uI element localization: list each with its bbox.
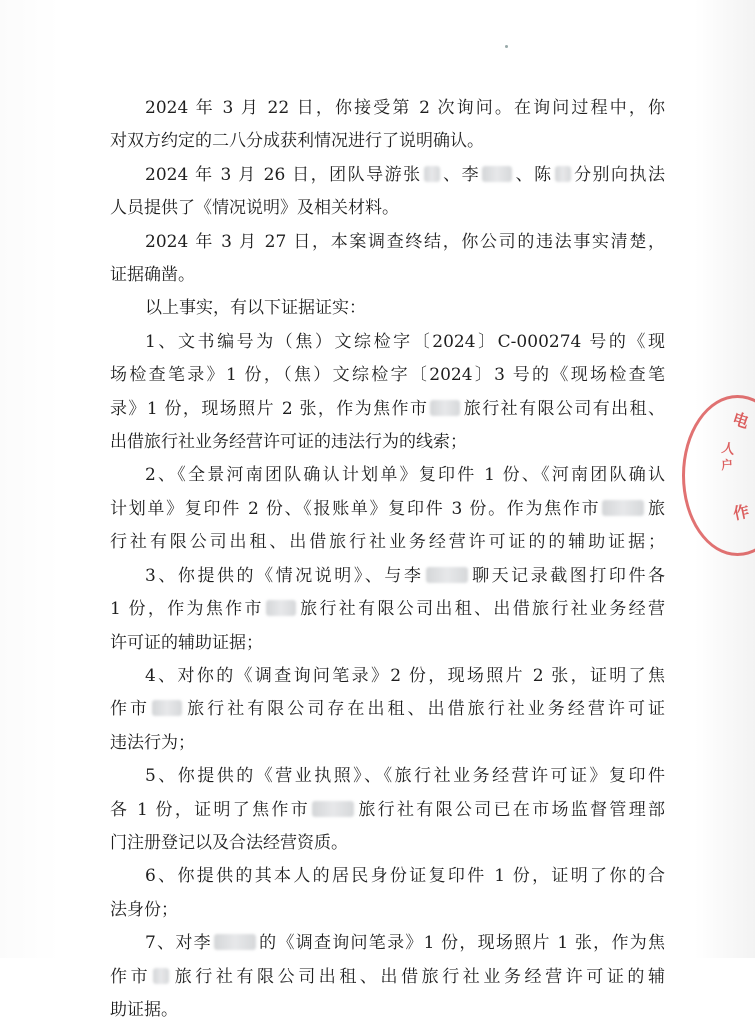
seal-fragment: 人 (720, 440, 736, 458)
text-line: 法身份； (110, 899, 178, 920)
text-line: 计划单》复印件 2 份、《报账单》复印件 3 份。作为焦作市 旅 (110, 498, 666, 519)
text-line: 6、你提供的其本人的居民身份证复印件 1 份，证明了你的合 (145, 866, 665, 887)
redacted-name (426, 567, 468, 583)
redacted-name (153, 968, 169, 984)
redacted-name (312, 801, 354, 817)
text-line: 录》1 份，现场照片 2 张，作为焦作市 旅行社有限公司有出租、 (110, 398, 666, 419)
text-line: 许可证的辅助证据； (110, 632, 263, 653)
redacted-name (602, 500, 644, 516)
text-line: 出借旅行社业务经营许可证的违法行为的线索； (110, 432, 467, 453)
redacted-name (555, 166, 571, 182)
text-line: 作市 旅行社有限公司出租、出借旅行社业务经营许可证的辅 (110, 966, 666, 987)
redacted-name (214, 934, 256, 950)
text-line: 3、你提供的《情况说明》、与李 聊天记录截图打印件各 (145, 565, 665, 586)
text-line: 2024 年 3 月 22 日，你接受第 2 次询问。在询问过程中，你 (145, 98, 665, 118)
text-line: 以上事实，有以下证据证实： (145, 298, 366, 319)
seal-fragment: 作 (731, 501, 752, 524)
text-line: 作市 旅行社有限公司存在出租、出借旅行社业务经营许可证 (110, 699, 666, 720)
text-line: 2、《全景河南团队确认计划单》复印件 1 份、《河南团队确认 (145, 465, 665, 486)
redacted-name (152, 700, 182, 716)
seal-fragment: 电 (730, 408, 752, 432)
text-line: 7、对李 的《调查询问笔录》1 份，现场照片 1 张，作为焦 (145, 933, 665, 954)
redacted-name (482, 166, 512, 182)
redacted-name (266, 600, 296, 616)
seal-fragment: 户 (720, 457, 734, 473)
text-line: 2024 年 3 月 27 日，本案调查终结，你公司的违法事实清楚， (145, 231, 665, 252)
text-line: 各 1 份，证明了焦作市 旅行社有限公司已在市场监督管理部 (110, 799, 666, 820)
text-line: 场检查笔录》1 份，（焦）文综检字〔2024〕3 号的《现场检查笔 (110, 365, 665, 386)
text-line: 1 份，作为焦作市 旅行社有限公司出租、出借旅行社业务经营 (110, 599, 665, 620)
redacted-name (430, 400, 460, 416)
text-line: 门注册登记以及合法经营资质。 (110, 832, 348, 853)
scan-speck (505, 45, 508, 48)
text-line: 5、你提供的《营业执照》、《旅行社业务经营许可证》复印件 (145, 766, 665, 787)
redacted-name (424, 166, 440, 182)
text-line: 4、对你的《调查询问笔录》2 份，现场照片 2 张，证明了焦 (145, 665, 665, 686)
text-line: 2024 年 3 月 26 日，团队导游张 、李 、陈 分别向执法 (145, 164, 666, 185)
document-body (110, 92, 665, 1027)
text-line: 对双方约定的二八分成获利情况进行了说明确认。 (110, 131, 484, 152)
text-line: 1、文书编号为（焦）文综检字〔2024〕C-000274 号的《现 (145, 331, 665, 352)
text-line: 助证据。 (110, 999, 178, 1020)
text-line: 证据确凿。 (110, 265, 195, 286)
text-line: 人员提供了《情况说明》及相关材料。 (110, 198, 399, 219)
text-line: 违法行为； (110, 732, 195, 753)
text-line: 行社有限公司出租、出借旅行社业务经营许可证的的辅助证据； (110, 532, 665, 553)
